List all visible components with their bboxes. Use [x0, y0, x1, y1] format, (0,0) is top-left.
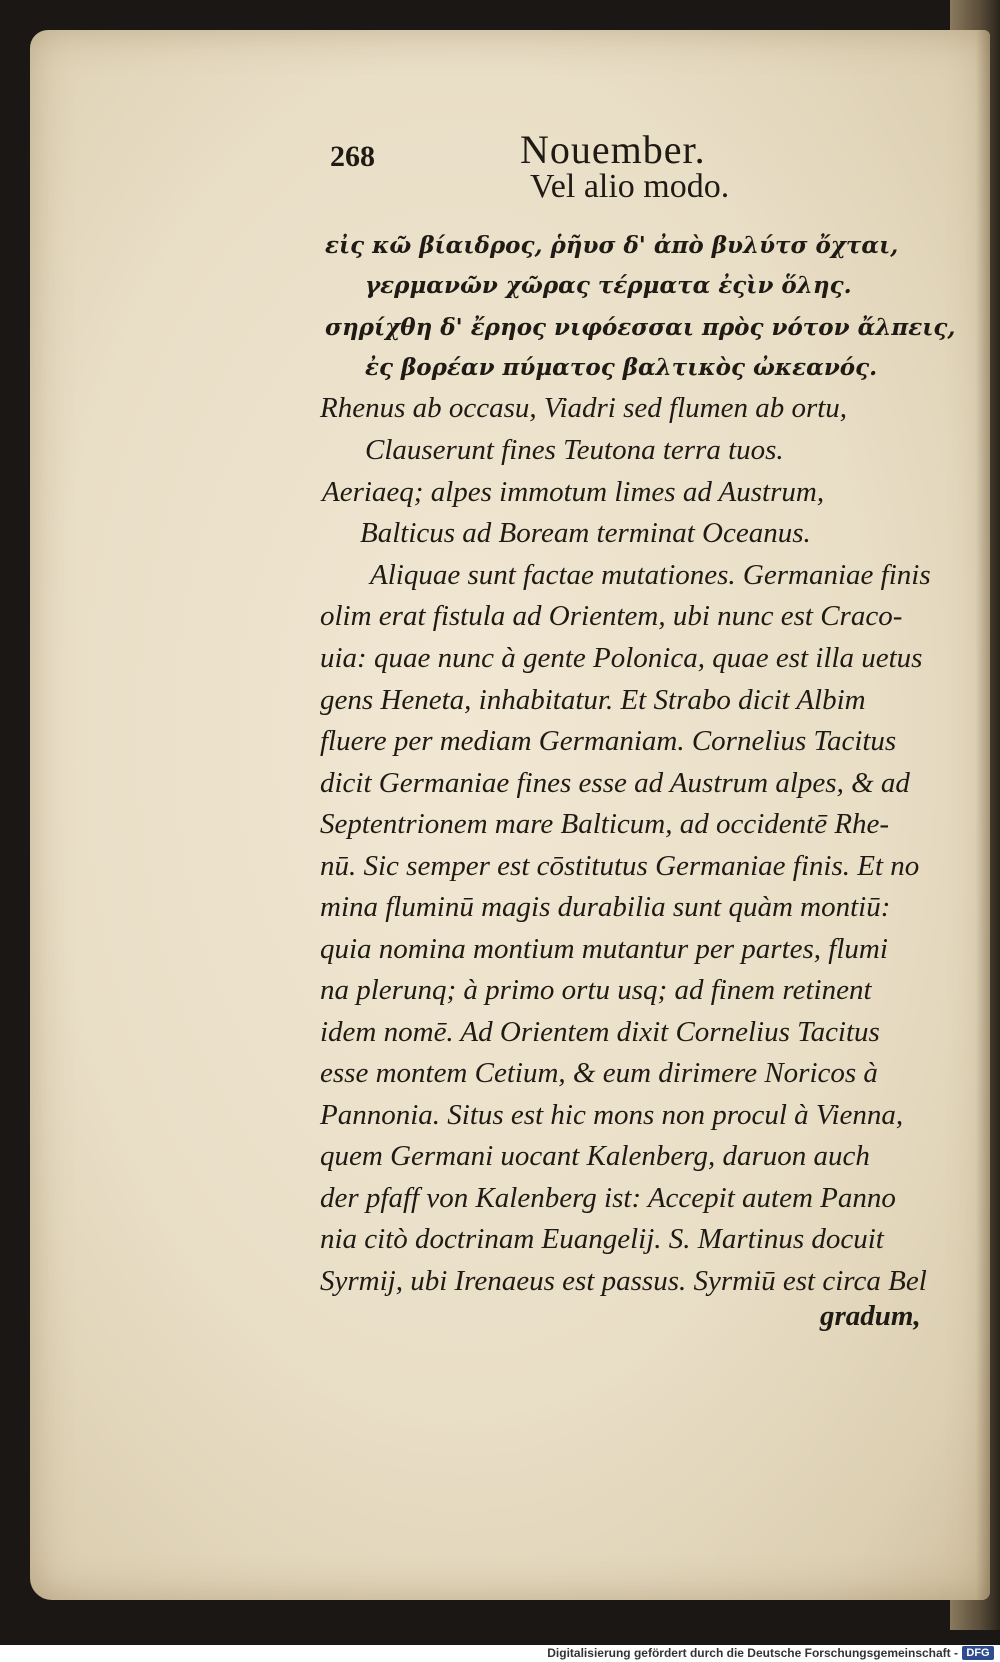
prose-line: quem Germani uocant Kalenberg, daruon auch: [320, 1140, 870, 1172]
prose-line: dicit Germaniae fines esse ad Austrum alpes, & ad: [320, 767, 910, 799]
prose-line: uia: quae nunc à gente Polonica, quae est illa uetus: [320, 642, 923, 674]
catchword: gradum,: [820, 1300, 921, 1332]
latin-verse-line: Clauserunt fines Teutona terra tuos.: [365, 434, 784, 466]
prose-line: mina fluminū magis durabilia sunt quàm montiū:: [320, 891, 891, 923]
prose-line: nū. Sic semper est cōstitutus Germaniae finis. Et no: [320, 850, 920, 882]
prose-line: esse montem Cetium, & eum dirimere Noricos à: [320, 1057, 878, 1089]
prose-line: na plerunq; à primo ortu usq; ad finem retinent: [320, 974, 872, 1006]
prose-line: Septentrionem mare Balticum, ad occidentē Rhe-: [320, 808, 890, 840]
greek-verse-line: σηρίχθη δ' ἔρηος νιφόεσσαι πρὸς νότον ἄλπεις,: [325, 314, 956, 341]
latin-verse-line: Balticus ad Boream terminat Oceanus.: [360, 517, 811, 549]
dfg-logo: DFG: [962, 1646, 994, 1660]
prose-line: Syrmij, ubi Irenaeus est passus. Syrmiū est circa Bel: [320, 1265, 927, 1297]
prose-line: idem nomē. Ad Orientem dixit Cornelius Tacitus: [320, 1016, 880, 1048]
prose-line: der pfaff von Kalenberg ist: Accepit autem Panno: [320, 1182, 896, 1214]
greek-verse-line: γερμανῶν χῶρας τέρματα ἐςὶν ὅλης.: [365, 272, 852, 299]
prose-line: quia nomina montium mutantur per partes, flumi: [320, 933, 888, 965]
latin-verse-line: Rhenus ab occasu, Viadri sed flumen ab ortu,: [320, 392, 848, 424]
footer-credit: Digitalisierung gefördert durch die Deutsche Forschungsgemeinschaft -: [547, 1646, 958, 1660]
prose-line: olim erat fistula ad Orientem, ubi nunc est Craco-: [320, 600, 903, 632]
prose-line: Aliquae sunt factae mutationes. Germaniae finis: [370, 559, 931, 591]
page-edge: [976, 30, 990, 1600]
prose-line: nia citò doctrinam Euangelij. S. Martinus docuit: [320, 1223, 884, 1255]
latin-verse-line: Aeriaeq; alpes immotum limes ad Austrum,: [322, 476, 825, 508]
greek-verse-line: εἰς κῶ βίαιδρος, ῥῆυσ δ' ἀπὸ βυλύτσ ὄχται,: [325, 232, 899, 259]
running-title: Nouember.: [520, 127, 706, 172]
prose-line: gens Heneta, inhabitatur. Et Strabo dicit Albim: [320, 684, 866, 716]
prose-line: Pannonia. Situs est hic mons non procul à Vienna,: [320, 1099, 904, 1131]
page-number: 268: [330, 140, 375, 173]
section-heading: Vel alio modo.: [530, 168, 730, 205]
greek-verse-line: ἐς βορέαν πύματος βαλτικὸς ὠκεανός.: [365, 354, 878, 381]
digitization-footer: [0, 1645, 1000, 1662]
prose-line: fluere per mediam Germaniam. Cornelius Tacitus: [320, 725, 897, 757]
